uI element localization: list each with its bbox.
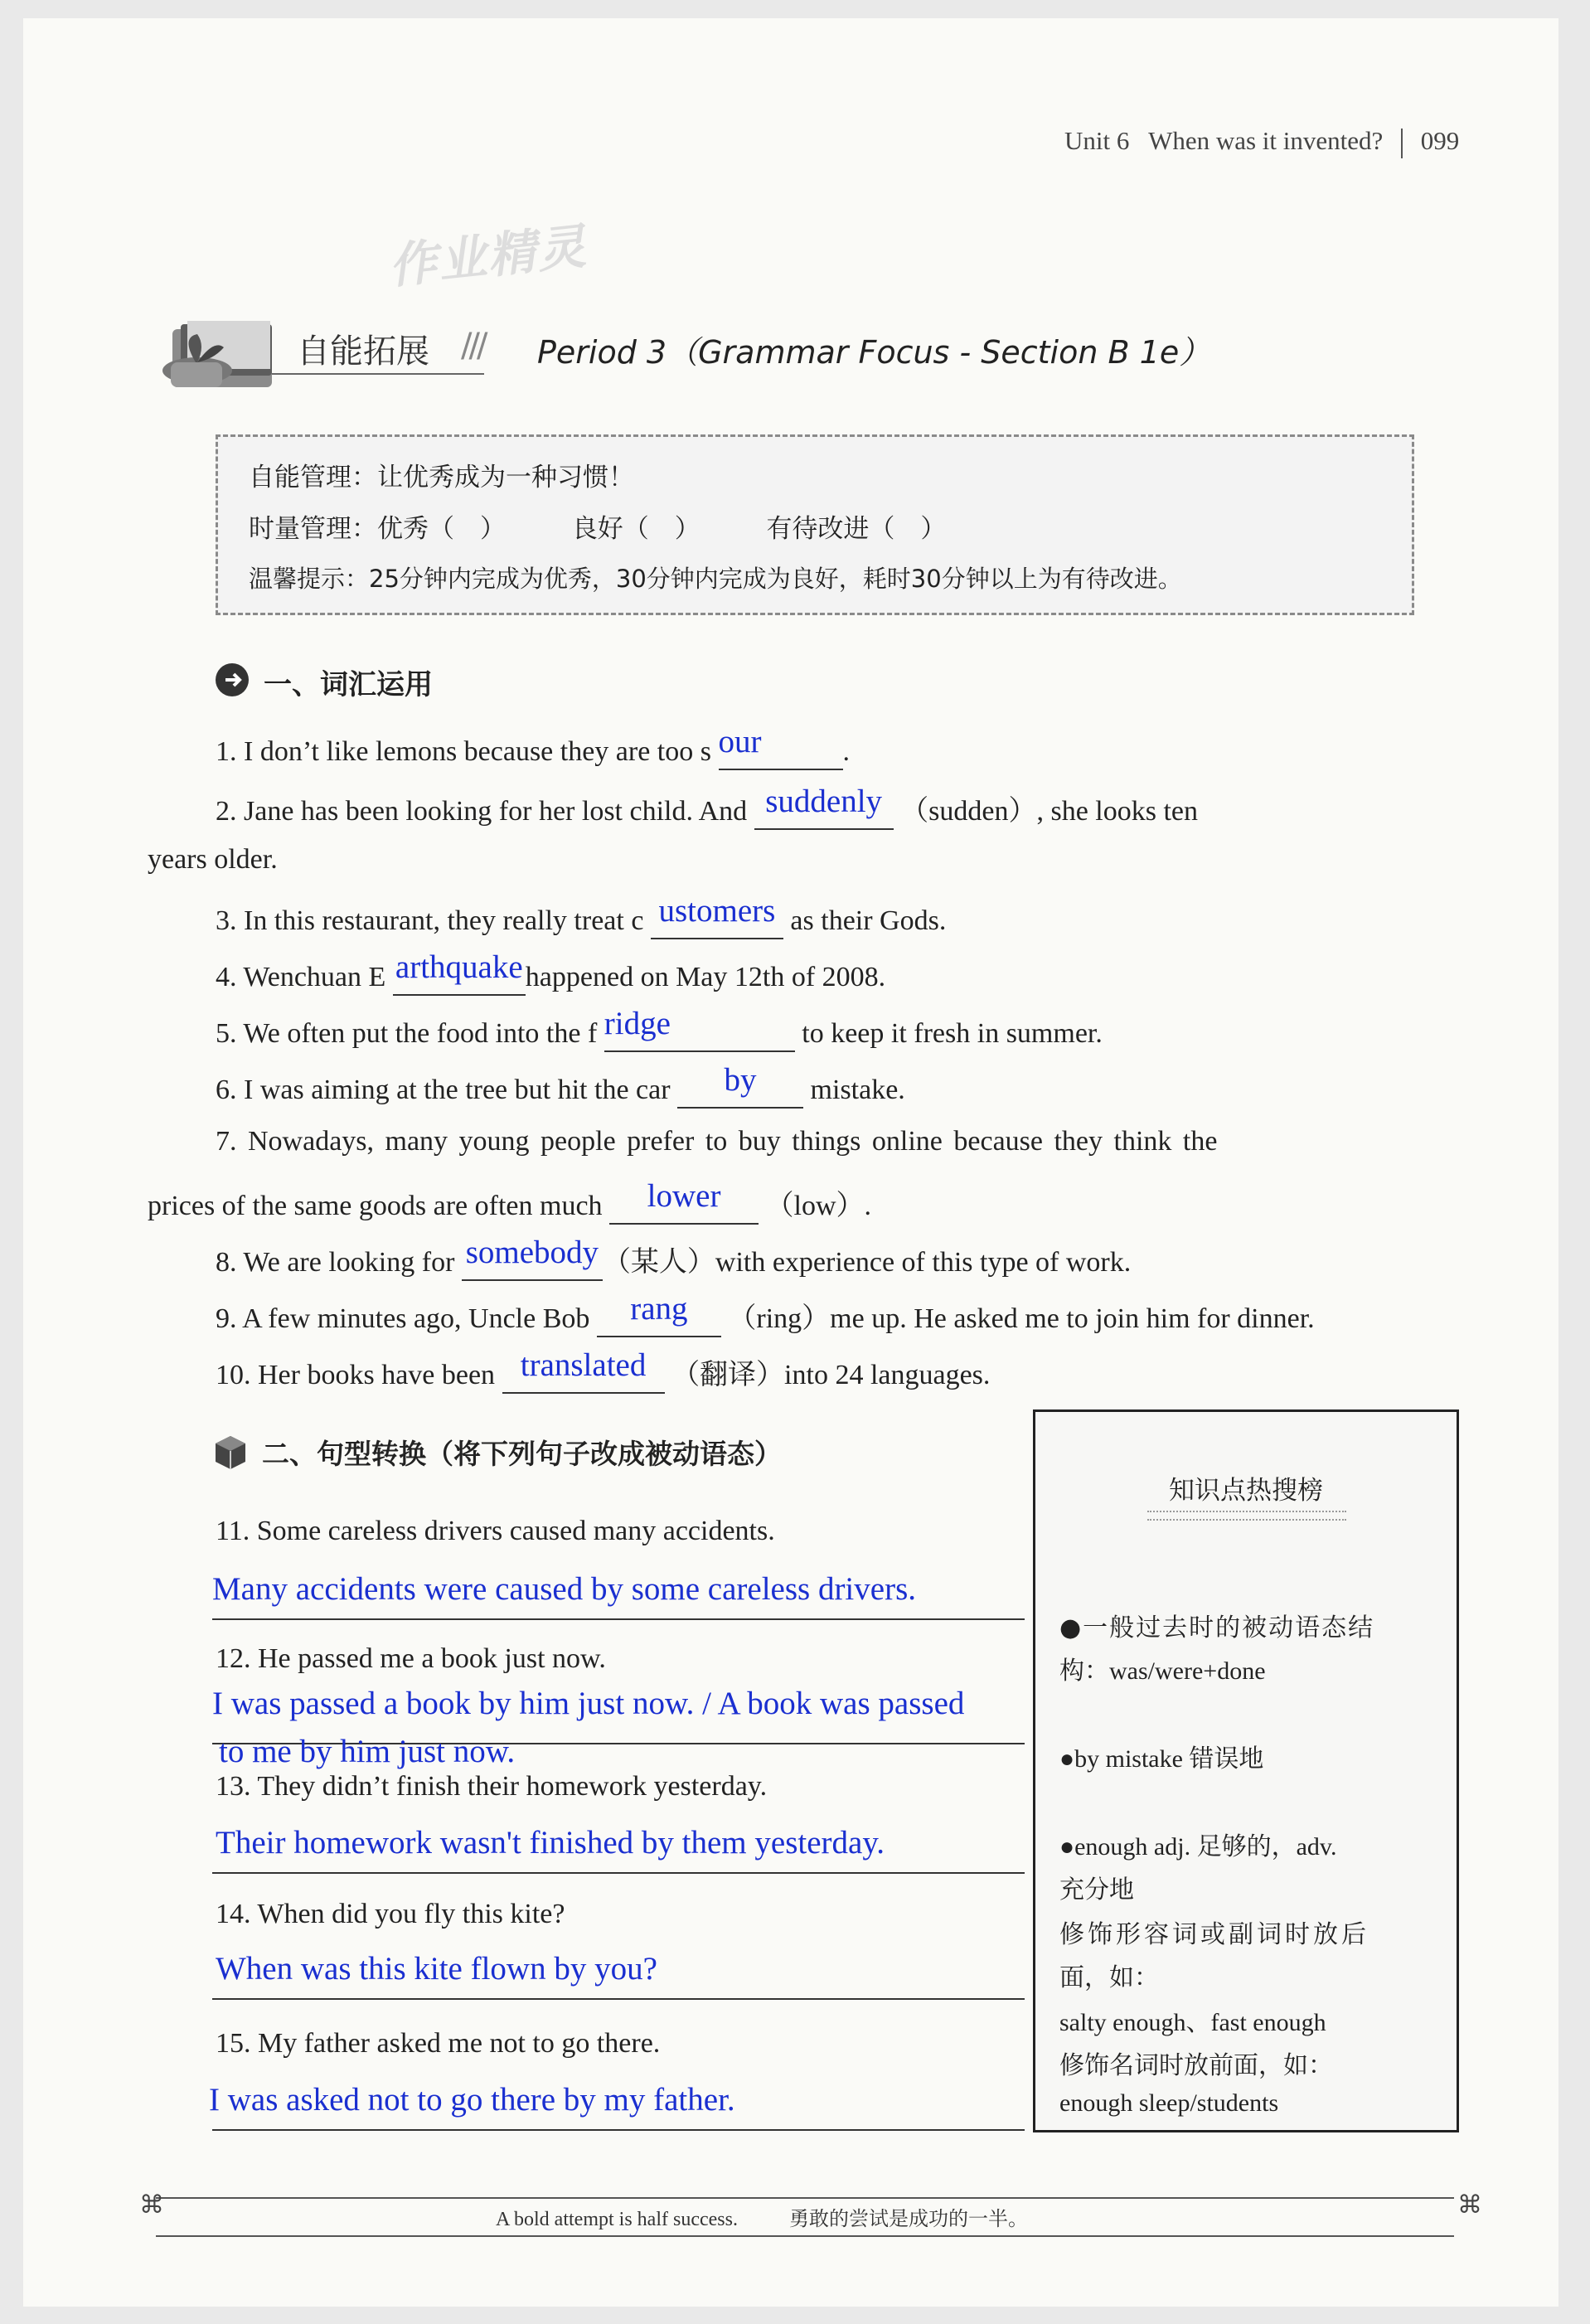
running-header xyxy=(1064,126,1459,158)
section-label: 自能拓展 xyxy=(297,332,429,371)
answer-line-15 xyxy=(212,2129,1025,2131)
question-1: 1. I don’t like lemons because they are too s our . xyxy=(216,731,850,770)
management-line: 自能管理：让优秀成为一种习惯！ xyxy=(249,463,634,492)
question-8: 8. We are looking for somebody （某人）with experience of this type of work. xyxy=(216,1239,1131,1281)
cube-icon xyxy=(214,1434,247,1471)
tip-passive-voice: ●一般过去时的被动语态结 xyxy=(1059,1613,1375,1642)
tip-enough-example-adj: salty enough、fast enough xyxy=(1059,2009,1326,2036)
good-label: 良好（ ） xyxy=(571,514,700,544)
answer-blank-1[interactable]: our xyxy=(719,731,843,770)
page-number: 099 xyxy=(1420,126,1460,155)
transform-question-13: 13. They didn’t finish their homework yesterday. xyxy=(216,1771,768,1802)
tip-enough-before: 修饰名词时放前面，如： xyxy=(1059,2051,1333,2080)
question-9: 9. A few minutes ago, Uncle Bob rang （ring）me up. He asked me to join him for dinner. xyxy=(216,1295,1315,1337)
transform-question-11: 11. Some careless drivers caused many accidents. xyxy=(216,1516,775,1546)
footer-ornament-right: ⌘ xyxy=(1457,2191,1482,2219)
knowledge-title: 知识点热搜榜 xyxy=(1169,1476,1323,1506)
question-5: 5. We often put the food into the f ridge to keep it fresh in summer. xyxy=(216,1013,1103,1052)
transform-question-15: 15. My father asked me not to go there. xyxy=(216,2028,661,2059)
footer-ornament-left: ⌘ xyxy=(139,2191,164,2219)
answer-blank-4[interactable]: arthquake xyxy=(393,957,526,996)
transform-answer-14[interactable]: When was this kite flown by you? xyxy=(216,1951,657,1987)
answer-line-13 xyxy=(212,1872,1025,1874)
workbook-page xyxy=(23,18,1558,2307)
excellent-label: 时量管理：优秀（ ） xyxy=(249,514,506,544)
part2-heading: 二、句型转换（将下列句子改成被动语态） xyxy=(262,1438,782,1470)
answer-blank-3[interactable]: ustomers xyxy=(651,900,783,939)
footer-quote xyxy=(496,2202,1028,2231)
answer-line-14 xyxy=(212,1998,1025,2000)
unit-title: When was it invented? xyxy=(1148,126,1384,155)
question-2: 2. Jane has been looking for her lost child. And suddenly （sudden）, she looks ten xyxy=(216,788,1198,830)
tip-passive-voice-form: 构：was/were+done xyxy=(1059,1657,1266,1685)
question-7: 7. Nowadays, many young people prefer to buy things online because they think the xyxy=(216,1126,1218,1157)
answer-blank-10[interactable]: translated xyxy=(502,1355,665,1394)
transform-answer-13[interactable]: Their homework wasn't finished by them yesterday. xyxy=(216,1825,885,1861)
answer-blank-6[interactable]: by xyxy=(677,1070,803,1109)
watermark-logo: 作业精灵 xyxy=(385,217,590,295)
time-management xyxy=(249,507,946,545)
period-title: Period 3（Grammar Focus - Section B 1e） xyxy=(537,334,1211,371)
answer-line-11 xyxy=(212,1618,1025,1620)
answer-blank-8[interactable]: somebody xyxy=(462,1242,603,1281)
question-6: 6. I was aiming at the tree but hit the car by mistake. xyxy=(216,1070,905,1109)
footer-quote-zh: 勇敢的尝试是成功的一半。 xyxy=(788,2207,1028,2230)
tip-enough: ●enough adj. 足够的，adv. xyxy=(1059,1833,1337,1861)
tip-enough-after-cont: 面，如： xyxy=(1059,1963,1159,1992)
slash-divider: /// xyxy=(461,327,485,365)
part1-heading: 一、词汇运用 xyxy=(264,668,433,701)
tip-enough-adv: 充分地 xyxy=(1059,1875,1134,1904)
answer-blank-2[interactable]: suddenly xyxy=(754,791,894,830)
footer-quote-en: A bold attempt is half success. xyxy=(496,2209,738,2230)
transform-answer-11[interactable]: Many accidents were caused by some careless drivers. xyxy=(212,1571,916,1607)
transform-question-14: 14. When did you fly this kite? xyxy=(216,1899,565,1929)
improve-label: 有待改进（ ） xyxy=(766,514,947,544)
answer-blank-7[interactable]: lower xyxy=(609,1186,759,1225)
answer-blank-9[interactable]: rang xyxy=(597,1298,721,1337)
tip-enough-example-noun: enough sleep/students xyxy=(1059,2089,1279,2117)
section-underline xyxy=(272,373,484,375)
transform-answer-12-cont[interactable]: to me by him just now. xyxy=(219,1734,516,1769)
transform-answer-15[interactable]: I was asked not to go there by my father. xyxy=(209,2082,735,2118)
title-divider xyxy=(1147,1511,1346,1521)
transform-question-12: 12. He passed me a book just now. xyxy=(216,1643,606,1674)
question-2-cont: years older. xyxy=(148,844,278,875)
answer-blank-5[interactable]: ridge xyxy=(604,1013,795,1052)
book-plant-icon xyxy=(148,304,313,404)
question-3: 3. In this restaurant, they really treat c ustomers as their Gods. xyxy=(216,900,946,939)
tip-by-mistake: ●by mistake 错误地 xyxy=(1059,1745,1264,1773)
question-7-cont: prices of the same goods are often much lower （low）. xyxy=(148,1182,871,1225)
transform-answer-12[interactable]: I was passed a book by him just now. / A book was passed xyxy=(212,1686,965,1721)
arrow-circle-icon xyxy=(216,663,249,696)
tip-enough-after: 修饰形容词或副词时放后 xyxy=(1059,1920,1369,1949)
question-4: 4. Wenchuan E arthquakehappened on May 12th of 2008. xyxy=(216,957,885,996)
time-tip: 温馨提示：25分钟内完成为优秀，30分钟内完成为良好，耗时30分钟以上为有待改进。 xyxy=(249,565,1182,593)
question-10: 10. Her books have been translated （翻译）into 24 languages. xyxy=(216,1351,990,1394)
unit-label: Unit 6 xyxy=(1064,126,1130,155)
